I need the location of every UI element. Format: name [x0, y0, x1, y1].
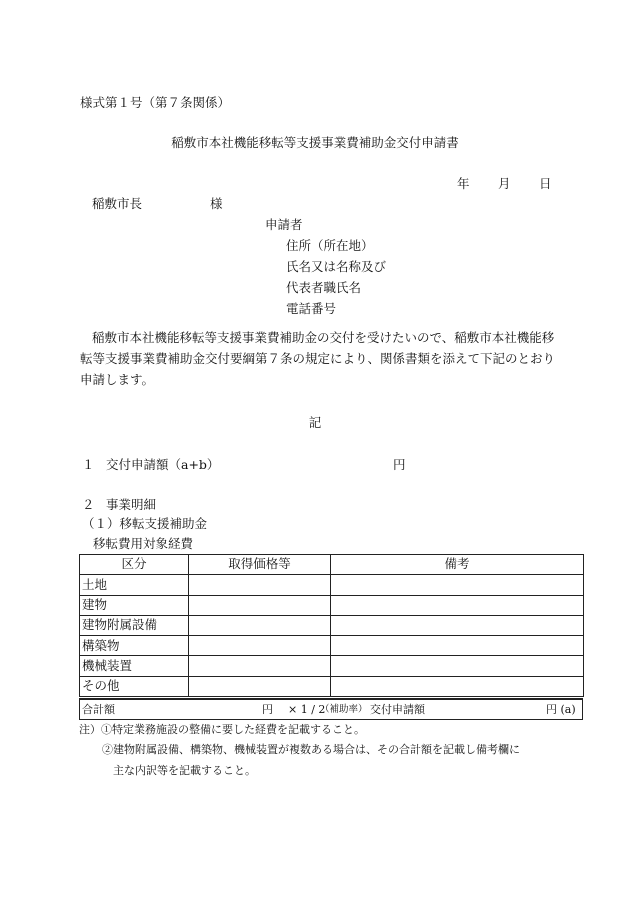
row-label-building: 建物 — [80, 595, 189, 615]
date-day: 日 — [539, 176, 552, 191]
table-row — [80, 595, 584, 615]
subsidy-rate: × 1 / 2 — [288, 703, 326, 716]
total-label: 合計額 — [82, 703, 115, 716]
price-cell[interactable] — [189, 676, 331, 696]
item1-yen-unit: 円 — [393, 457, 406, 472]
table-header-row — [80, 555, 584, 575]
applicant-representative: 代表者職氏名 — [286, 280, 362, 295]
row-label-land: 土地 — [80, 575, 189, 595]
header-acquisition-price: 取得価格等 — [189, 555, 331, 575]
applicant-name: 氏名又は名称及び — [286, 259, 387, 274]
addressee-name: 稲敷市長 — [92, 196, 143, 211]
item1-number: １ — [82, 457, 95, 472]
table-row — [80, 575, 584, 595]
header-remarks: 備考 — [331, 555, 584, 575]
price-cell[interactable] — [189, 595, 331, 615]
row-label-building-equipment: 建物附属設備 — [80, 615, 189, 635]
document-title: 稲敷市本社機能移転等支援事業費補助金交付申請書 — [171, 135, 459, 150]
expense-table — [79, 554, 584, 697]
header-category: 区分 — [80, 555, 189, 575]
applicant-label: 申請者 — [265, 217, 303, 232]
ki-heading: 記 — [308, 415, 322, 430]
note-2: ②建物附属設備、構築物、機械装置が複数ある場合は、その合計額を記載し備考欄に — [102, 743, 520, 756]
remarks-cell[interactable] — [331, 575, 584, 595]
remarks-cell[interactable] — [331, 676, 584, 696]
row-label-machinery: 機械装置 — [80, 656, 189, 676]
row-label-other: その他 — [80, 676, 189, 696]
applicant-phone: 電話番号 — [286, 301, 337, 316]
remarks-cell[interactable] — [331, 636, 584, 656]
item2-subsubheading: 移転費用対象経費 — [93, 536, 194, 551]
date-month: 月 — [498, 176, 511, 191]
remarks-cell[interactable] — [331, 595, 584, 615]
item2-subheading: （１）移転支援補助金 — [82, 516, 208, 531]
form-number: 様式第１号（第７条関係） — [80, 95, 231, 110]
table-row — [80, 656, 584, 676]
addressee-honorific: 様 — [210, 196, 223, 211]
subsidy-rate-note: （補助率） — [320, 704, 368, 715]
row-label-structures: 構築物 — [80, 636, 189, 656]
price-cell[interactable] — [189, 636, 331, 656]
remarks-cell[interactable] — [331, 656, 584, 676]
total-row — [79, 698, 583, 720]
remarks-cell[interactable] — [331, 615, 584, 635]
price-cell[interactable] — [189, 656, 331, 676]
item2-label: 事業明細 — [106, 497, 157, 512]
table-row — [80, 676, 584, 696]
date-year: 年 — [457, 176, 470, 191]
item1-label: 交付申請額（a+b） — [106, 457, 220, 472]
table-row — [80, 615, 584, 635]
body-paragraph: 稲敷市本社機能移転等支援事業費補助金の交付を受けたいので、稲敷市本社機能移転等支援事業費補助金交付要綱第７条の規定により、関係書類を添えて下記のとおり申請します。 — [80, 330, 556, 387]
item2-number: ２ — [82, 497, 95, 512]
total-yen-unit: 円 — [262, 703, 273, 716]
table-row — [80, 636, 584, 656]
note-2-continued: 主な内訳等を記載すること。 — [113, 764, 256, 777]
application-amount-unit: 円 (a) — [546, 703, 576, 716]
applicant-address: 住所（所在地） — [286, 238, 374, 253]
price-cell[interactable] — [189, 575, 331, 595]
note-1: 注）①特定業務施設の整備に要した経費を記載すること。 — [79, 723, 365, 736]
application-amount-label: 交付申請額 — [370, 703, 425, 716]
price-cell[interactable] — [189, 615, 331, 635]
